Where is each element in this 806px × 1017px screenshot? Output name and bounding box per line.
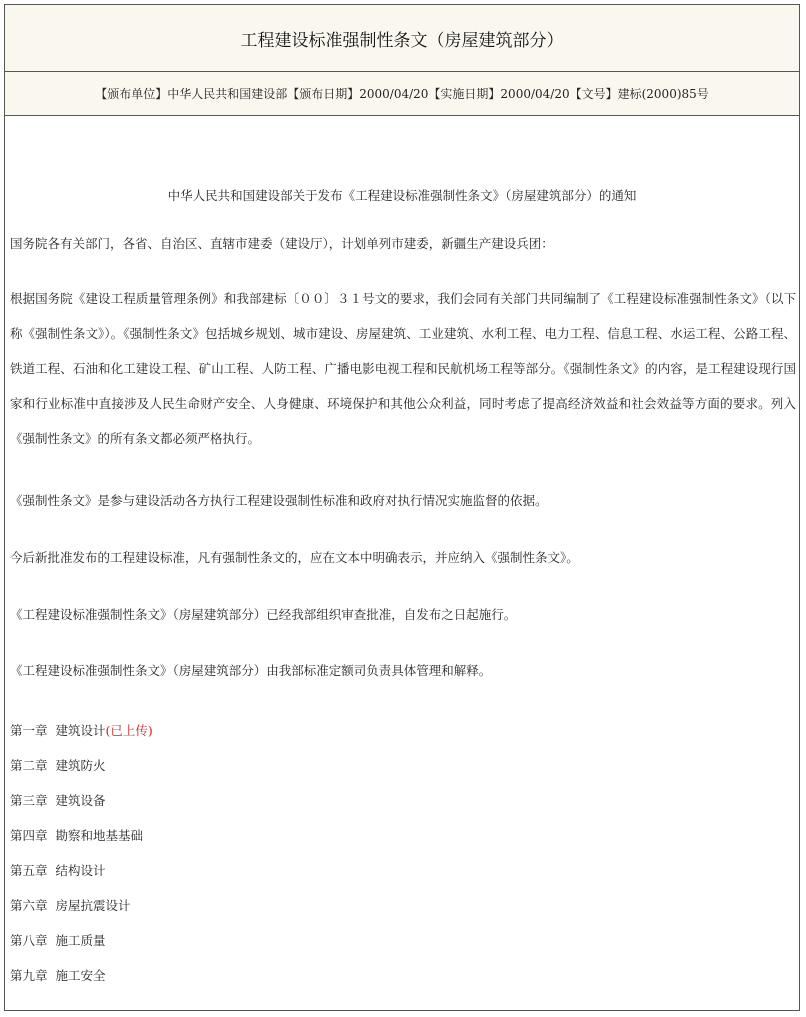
notice-paragraph-1: 根据国务院《建设工程质量管理条例》和我部建标〔００〕３１号文的要求，我们会同有关部门共同编制了《工程建设标准强制性条文》（以下称《强制性条文》）。《强制性条文》包括城乡规划、城市建设、房屋建筑、工业建筑、水利工程、电力工程、信息工程、水运工程、公路工程、铁道工程、石油和化工建设工程、矿山工程、人防工程、广播电影电视工程和民航机场工程等部分。《强制性条文》的内容，是工程建设现行国家和行业标准中直接涉及人民生命财产安全、人身健康、环境保护和其他公众利益，同时考虑了提高经济效益和社会效益等方面的要求。列入《强制性条文》的所有条文都必须严格执行。 — [10, 291, 796, 446]
page-title: 工程建设标准强制性条文（房屋建筑部分） — [240, 30, 564, 51]
chapter-number: 第四章 — [10, 828, 48, 843]
notice-paragraph-3: 今后新批准发布的工程建设标准，凡有强制性条文的，应在文本中明确表示，并应纳入《强制性条文》。 — [10, 550, 579, 565]
chapter-number: 第八章 — [10, 933, 48, 948]
title-bar — [5, 5, 799, 72]
chapter-title: 施工质量 — [55, 933, 106, 948]
meta-bar — [5, 72, 799, 116]
issuer-label: 【颁布单位】 — [95, 87, 168, 101]
notice-paragraph-4: 《工程建设标准强制性条文》（房屋建筑部分）已经我部组织审查批准，自发布之日起施行。 — [10, 607, 517, 622]
chapter-title: 勘察和地基基础 — [55, 828, 144, 843]
chapter-item[interactable] — [10, 896, 131, 914]
chapter-number: 第二章 — [10, 758, 48, 773]
chapter-title: 施工安全 — [55, 968, 106, 983]
chapter-item[interactable] — [10, 791, 106, 809]
chapter-title: 建筑防火 — [55, 758, 106, 773]
effective-date-label: 【实施日期】 — [428, 87, 501, 101]
chapter-title: 结构设计 — [55, 863, 106, 878]
doc-no-label: 【文号】 — [569, 87, 618, 101]
uploaded-status: (已上传) — [105, 723, 153, 738]
chapter-number: 第九章 — [10, 968, 48, 983]
chapter-item[interactable] — [10, 721, 153, 739]
chapter-number: 第五章 — [10, 863, 48, 878]
chapter-item[interactable] — [10, 966, 106, 984]
notice-heading: 中华人民共和国建设部关于发布《工程建设标准强制性条文》（房屋建筑部分）的通知 — [167, 188, 637, 203]
chapter-title: 房屋抗震设计 — [55, 898, 131, 913]
issuer-value: 中华人民共和国建设部 — [167, 87, 288, 101]
chapter-title: 建筑设计 — [55, 723, 106, 738]
notice-paragraph-5: 《工程建设标准强制性条文》（房屋建筑部分）由我部标准定额司负责具体管理和解释。 — [10, 663, 492, 678]
issue-date-value: 2000/04/20 — [359, 86, 429, 101]
chapter-title: 建筑设备 — [55, 793, 106, 808]
chapter-item[interactable] — [10, 931, 106, 949]
chapter-item[interactable] — [10, 861, 106, 879]
document-frame — [4, 4, 800, 1011]
document-body — [5, 116, 799, 1010]
chapter-number: 第六章 — [10, 898, 48, 913]
chapter-number: 第一章 — [10, 723, 48, 738]
chapter-item[interactable] — [10, 826, 143, 844]
notice-addressee: 国务院各有关部门，各省、自治区、直辖市建委（建设厅），计划单列市建委，新疆生产建设兵团： — [10, 236, 554, 251]
doc-no-value: 建标(2000)85号 — [617, 87, 709, 101]
effective-date-value: 2000/04/20 — [500, 86, 570, 101]
chapter-item[interactable] — [10, 756, 106, 774]
notice-paragraph-2: 《强制性条文》是参与建设活动各方执行工程建设强制性标准和政府对执行情况实施监督的依据。 — [10, 493, 548, 508]
chapter-number: 第三章 — [10, 793, 48, 808]
issue-date-label: 【颁布日期】 — [287, 87, 360, 101]
